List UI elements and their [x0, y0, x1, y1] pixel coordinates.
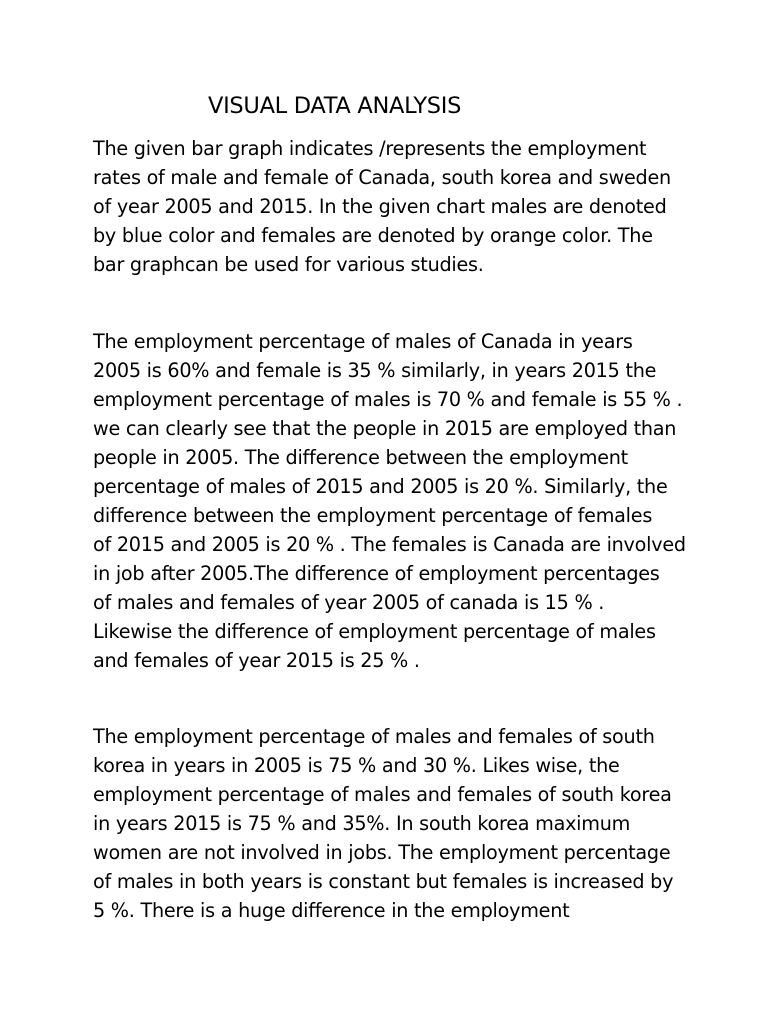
text-line: 5 %. There is a huge difference in the employment — [93, 899, 570, 922]
text-line: 2005 is 60% and female is 35 % similarly, in years 2015 the — [93, 359, 657, 382]
text-line: Likewise the difference of employment percentage of males — [93, 620, 656, 643]
text-line: korea in years in 2005 is 75 % and 30 %. Likes wise, the — [93, 754, 620, 777]
text-line: The given bar graph indicates /represents the employment — [93, 137, 647, 160]
text-line: by blue color and females are denoted by orange color. The — [93, 224, 653, 247]
text-line: in job after 2005.The difference of employment percentages — [93, 562, 660, 585]
text-line: of males in both years is constant but females is increased by — [93, 870, 674, 893]
text-line: of year 2005 and 2015. In the given chart males are denoted — [93, 195, 667, 218]
text-line: bar graphcan be used for various studies. — [93, 253, 484, 276]
paragraph-canada — [93, 327, 693, 675]
text-line: percentage of males of 2015 and 2005 is 20 %. Similarly, the — [93, 475, 668, 498]
paragraph-intro — [93, 134, 693, 279]
text-line: we can clearly see that the people in 2015 are employed than — [93, 417, 677, 440]
text-line: of males and females of year 2005 of canada is 15 % . — [93, 591, 605, 614]
text-line: The employment percentage of males and females of south — [93, 725, 655, 748]
text-line: The employment percentage of males of Canada in years — [93, 330, 633, 353]
text-line: employment percentage of males and females of south korea — [93, 783, 672, 806]
text-line: in years 2015 is 75 % and 35%. In south korea maximum — [93, 812, 631, 835]
text-line: rates of male and female of Canada, south korea and sweden — [93, 166, 671, 189]
document-title: VISUAL DATA ANALYSIS — [208, 93, 462, 119]
text-line: women are not involved in jobs. The employment percentage — [93, 841, 671, 864]
text-line: people in 2005. The difference between the employment — [93, 446, 628, 469]
text-line: employment percentage of males is 70 % and female is 55 % . — [93, 388, 683, 411]
paragraph-south-korea — [93, 722, 693, 925]
text-line: and females of year 2015 is 25 % . — [93, 649, 420, 672]
text-line: difference between the employment percentage of females — [93, 504, 653, 527]
text-line: of 2015 and 2005 is 20 % . The females is Canada are involved — [93, 533, 686, 556]
